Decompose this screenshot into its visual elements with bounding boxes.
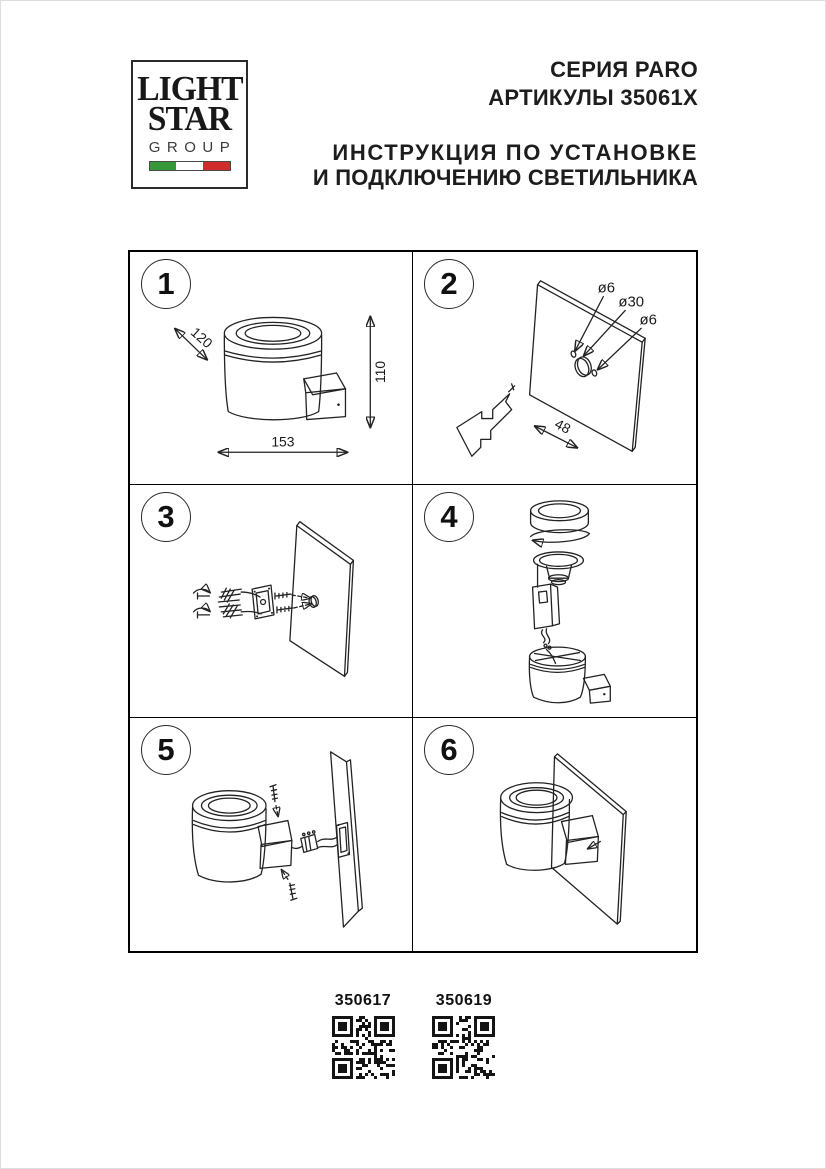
dimension-110 [370,317,388,426]
step-number: 5 [157,732,175,767]
article-code-label: 350617 [334,992,392,1009]
wall-lamp-drawing [224,317,345,419]
driver-box-drawing [533,564,560,628]
flag-red-stripe [203,162,230,170]
step-5-panel [130,718,413,951]
dim-offset-label: 48 [552,415,574,437]
qr-code [332,1016,395,1079]
dia-30-label: ø30 [618,294,645,311]
step-number: 6 [440,732,458,767]
step-number-badge [424,259,474,309]
wall-plate-drawing [331,752,363,927]
qr-code [432,1016,495,1079]
rotate-arrow-icon [531,530,590,543]
instruction-title-line2: И ПОДКЛЮЧЕНИЮ СВЕТИЛЬНИКА [312,165,698,190]
step-number-badge [424,492,474,542]
series-header [348,56,698,112]
flag-white-stripe [176,162,203,170]
step-3-panel [130,485,413,718]
articles-title: АРТИКУЛЫ 35061X [488,85,698,110]
terminal-block-drawing [301,831,318,853]
step-number: 3 [157,499,175,534]
step-1-panel [130,252,413,485]
step-number-badge [424,725,474,775]
mounting-bracket-drawing [252,585,274,619]
screw-rotation-icon [194,589,210,618]
italian-flag-icon [149,161,231,171]
logo-word-star: STAR [147,99,232,139]
instruction-title [298,140,698,190]
step-number: 4 [440,499,458,534]
screws-and-anchors [275,593,311,613]
dia-6-bottom-label: ø6 [639,312,657,329]
dim-diameter-label: 120 [187,323,216,352]
step-number: 1 [157,266,175,301]
dim-width-label: 153 [271,433,295,450]
hole-callouts [575,281,656,369]
screw-bottom [282,870,297,900]
article-code-label: 350619 [435,992,493,1009]
top-ring-drawing [531,501,589,533]
step-number-badge [141,259,191,309]
lamp-body-drawing [500,783,600,871]
step-4-panel [413,485,696,718]
logo-word-light: LIGHT [136,69,243,108]
wall-plate-drawing [290,522,354,677]
series-title: СЕРИЯ PARO [550,57,698,82]
step-2-panel [413,252,696,485]
step-number-badge [141,492,191,542]
wires-drawing [292,837,338,848]
drill-tool-drawing [457,384,515,456]
lamp-body-drawing [529,647,610,703]
reflector-drawing [534,552,584,585]
step-number: 2 [440,266,458,301]
dim-height-label: 110 [372,360,389,384]
dimension-120 [176,324,216,359]
steps-grid [128,250,698,953]
dimension-153 [219,433,346,452]
lightstar-logo [131,60,248,189]
lamp-body-drawing [192,791,292,882]
dia-6-top-label: ø6 [597,280,616,297]
flag-green-stripe [150,162,177,170]
step-6-panel [413,718,696,951]
dimension-48 [536,415,577,447]
screw-top [270,785,278,816]
logo-word-group: GROUP [148,139,237,157]
step-number-badge [141,725,191,775]
instruction-title-line1: ИНСТРУКЦИЯ ПО УСТАНОВКЕ [332,140,698,165]
